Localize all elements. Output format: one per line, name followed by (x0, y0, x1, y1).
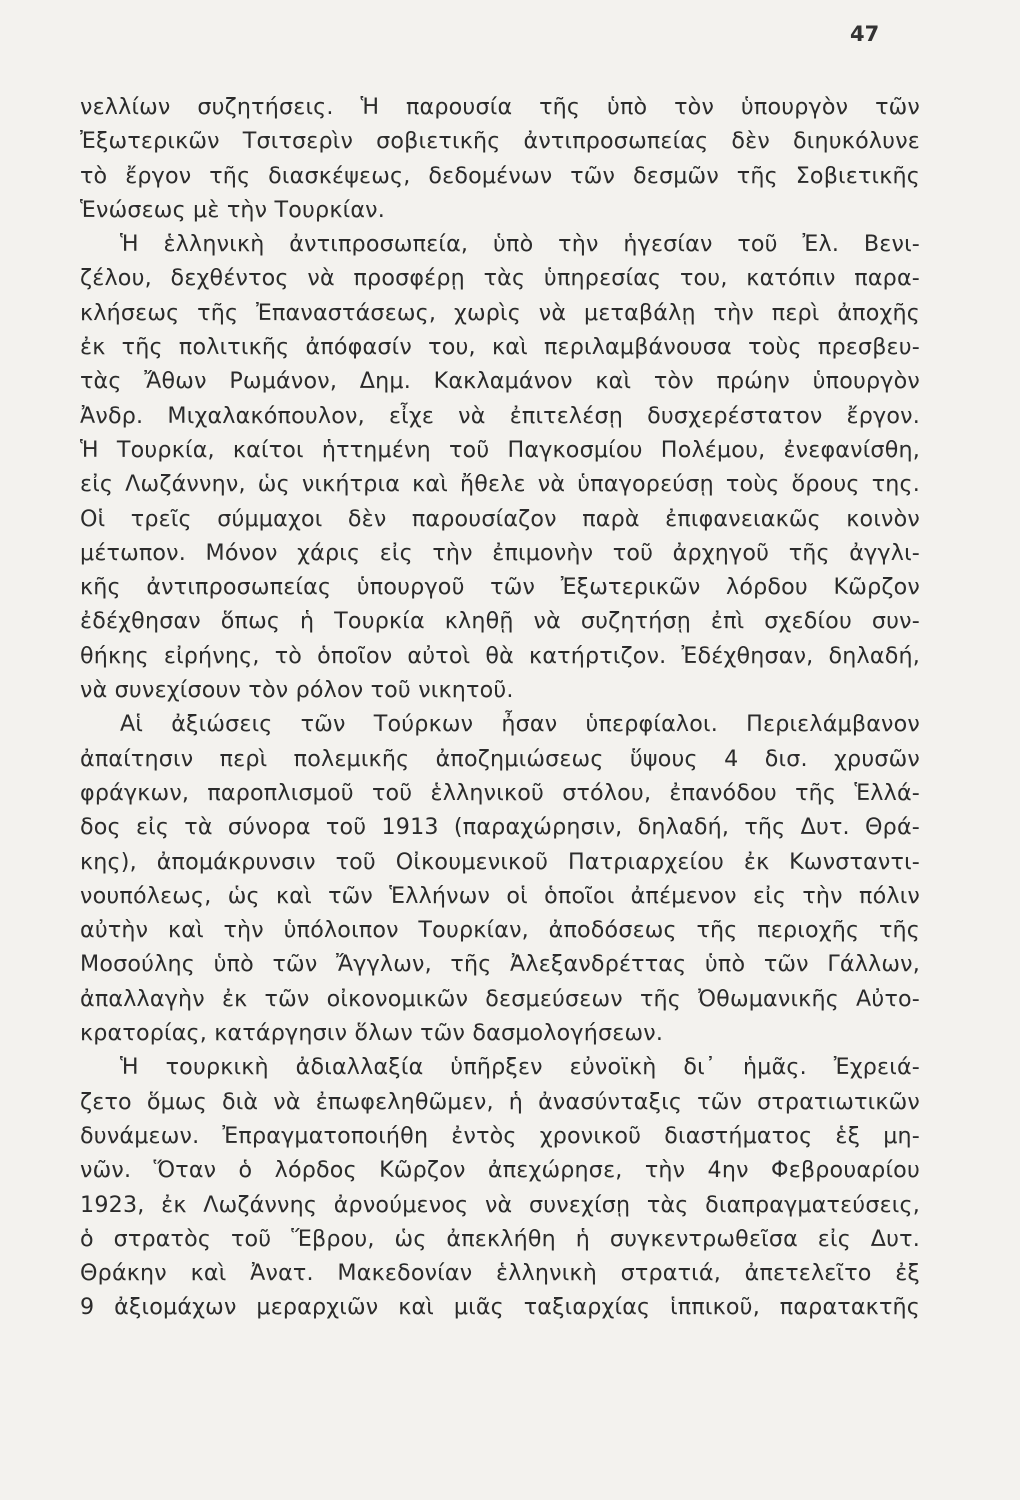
page-number: 47 (850, 22, 880, 46)
text-line: κης), ἀπομάκρυνσιν τοῦ Οἰκουμενικοῦ Πατριαρχείου ἐκ Κωνσταντι- (80, 848, 920, 875)
text-line: νῶν. Ὅταν ὁ λόρδος Κῶρζον ἀπεχώρησε, τὴν 4ην Φεβρουαρίου (80, 1157, 920, 1184)
text-line: θήκης εἰρήνης, τὸ ὁποῖον αὐτοὶ θὰ κατήρτιζον. Ἐδέχθησαν, δηλαδή, (80, 642, 920, 669)
text-line: Μοσούλης ὑπὸ τῶν Ἄγγλων, τῆς Ἀλεξανδρέττας ὑπὸ τῶν Γάλλων, (80, 951, 920, 978)
text-line: δος εἰς τὰ σύνορα τοῦ 1913 (παραχώρησιν, δηλαδή, τῆς Δυτ. Θρά- (80, 814, 920, 841)
text-line: Ἡ Τουρκία, καίτοι ἡττημένη τοῦ Παγκοσμίου Πολέμου, ἐνεφανίσθη, (80, 436, 920, 463)
text-line: εἰς Λωζάννην, ὡς νικήτρια καὶ ἤθελε νὰ ὑπαγορεύσῃ τοὺς ὅρους της. (80, 471, 920, 498)
text-line: ἐδέχθησαν ὅπως ἡ Τουρκία κληθῇ νὰ συζητήσῃ ἐπὶ σχεδίου συν- (80, 608, 920, 635)
text-line: νελλίων συζητήσεις. Ἡ παρουσία τῆς ὑπὸ τὸν ὑπουργὸν τῶν (80, 94, 920, 120)
text-line: Ἡ ἑλληνικὴ ἀντιπροσωπεία, ὑπὸ τὴν ἡγεσίαν τοῦ Ἐλ. Βενι- (120, 231, 920, 258)
text-line: ὁ στρατὸς τοῦ Ἕβρου, ὡς ἀπεκλήθη ἡ συγκεντρωθεῖσα εἰς Δυτ. (80, 1225, 920, 1252)
text-line: τὸ ἔργον τῆς διασκέψεως, δεδομένων τῶν δεσμῶν τῆς Σοβιετικῆς (80, 162, 920, 189)
text-line: Οἱ τρεῖς σύμμαχοι δὲν παρουσίαζον παρὰ ἐπιφανειακῶς κοινὸν (80, 505, 920, 532)
text-line: Ἑνώσεως μὲ τὴν Τουρκίαν. (80, 196, 385, 223)
text-line: ζέλου, δεχθέντος νὰ προσφέρῃ τὰς ὑπηρεσίας του, κατόπιν παρα- (80, 265, 920, 292)
text-line: αὐτὴν καὶ τὴν ὑπόλοιπον Τουρκίαν, ἀποδόσεως τῆς περιοχῆς τῆς (80, 917, 920, 944)
text-line: 9 ἀξιομάχων μεραρχιῶν καὶ μιᾶς ταξιαρχίας ἱππικοῦ, παρατακτῆς (80, 1294, 920, 1321)
text-line: ἐκ τῆς πολιτικῆς ἀπόφασίν του, καὶ περιλαμβάνουσα τοὺς πρεσβευ- (80, 334, 920, 361)
text-line: δυνάμεων. Ἐπραγματοποιήθη ἐντὸς χρονικοῦ διαστήματος ἑξ μη- (80, 1122, 920, 1149)
body-text (80, 90, 920, 1325)
text-line: Θράκην καὶ Ἀνατ. Μακεδονίαν ἑλληνικὴ στρατιά, ἀπετελεῖτο ἐξ (80, 1260, 920, 1287)
text-line: Ἀνδρ. Μιχαλακόπουλον, εἶχε νὰ ἐπιτελέσῃ δυσχερέστατον ἔργον. (80, 402, 920, 429)
text-line: φράγκων, παροπλισμοῦ τοῦ ἑλληνικοῦ στόλου, ἐπανόδου τῆς Ἑλλά- (80, 779, 920, 806)
text-line: μέτωπον. Μόνον χάρις εἰς τὴν ἐπιμονὴν τοῦ ἀρχηγοῦ τῆς ἀγγλι- (80, 539, 920, 566)
text-line: νὰ συνεχίσουν τὸν ρόλον τοῦ νικητοῦ. (80, 677, 514, 704)
text-line: κῆς ἀντιπροσωπείας ὑπουργοῦ τῶν Ἐξωτερικῶν λόρδου Κῶρζον (80, 574, 920, 601)
text-line: Ἐξωτερικῶν Τσιτσερὶν σοβιετικῆς ἀντιπροσωπείας δὲν διηυκόλυνε (80, 128, 920, 155)
text-line: ἀπαίτησιν περὶ πολεμικῆς ἀποζημιώσεως ὕψους 4 δισ. χρυσῶν (80, 745, 920, 772)
text-line: ζετο ὅμως διὰ νὰ ἐπωφεληθῶμεν, ἡ ἀνασύνταξις τῶν στρατιωτικῶν (80, 1088, 920, 1115)
text-line: Ἡ τουρκικὴ ἀδιαλλαξία ὑπῆρξεν εὐνοϊκὴ δι᾽ ἡμᾶς. Ἐχρειά- (120, 1054, 920, 1081)
text-line: Αἱ ἀξιώσεις τῶν Τούρκων ἦσαν ὑπερφίαλοι. Περιελάμβανον (120, 711, 920, 738)
text-line: κλήσεως τῆς Ἐπαναστάσεως, χωρὶς νὰ μεταβάλῃ τὴν περὶ ἀποχῆς (80, 299, 920, 326)
text-line: 1923, ἐκ Λωζάννης ἀρνούμενος νὰ συνεχίσῃ τὰς διαπραγματεύσεις, (80, 1191, 920, 1218)
text-line: τὰς Ἄθων Ρωμάνον, Δημ. Κακλαμάνον καὶ τὸν πρώην ὑπουργὸν (80, 368, 920, 395)
text-line: νουπόλεως, ὡς καὶ τῶν Ἑλλήνων οἱ ὁποῖοι ἀπέμενον εἰς τὴν πόλιν (80, 882, 920, 909)
text-line: κρατορίας, κατάργησιν ὅλων τῶν δασμολογήσεων. (80, 1020, 664, 1047)
text-line: ἀπαλλαγὴν ἐκ τῶν οἰκονομικῶν δεσμεύσεων τῆς Ὀθωμανικῆς Αὐτο- (80, 985, 920, 1012)
